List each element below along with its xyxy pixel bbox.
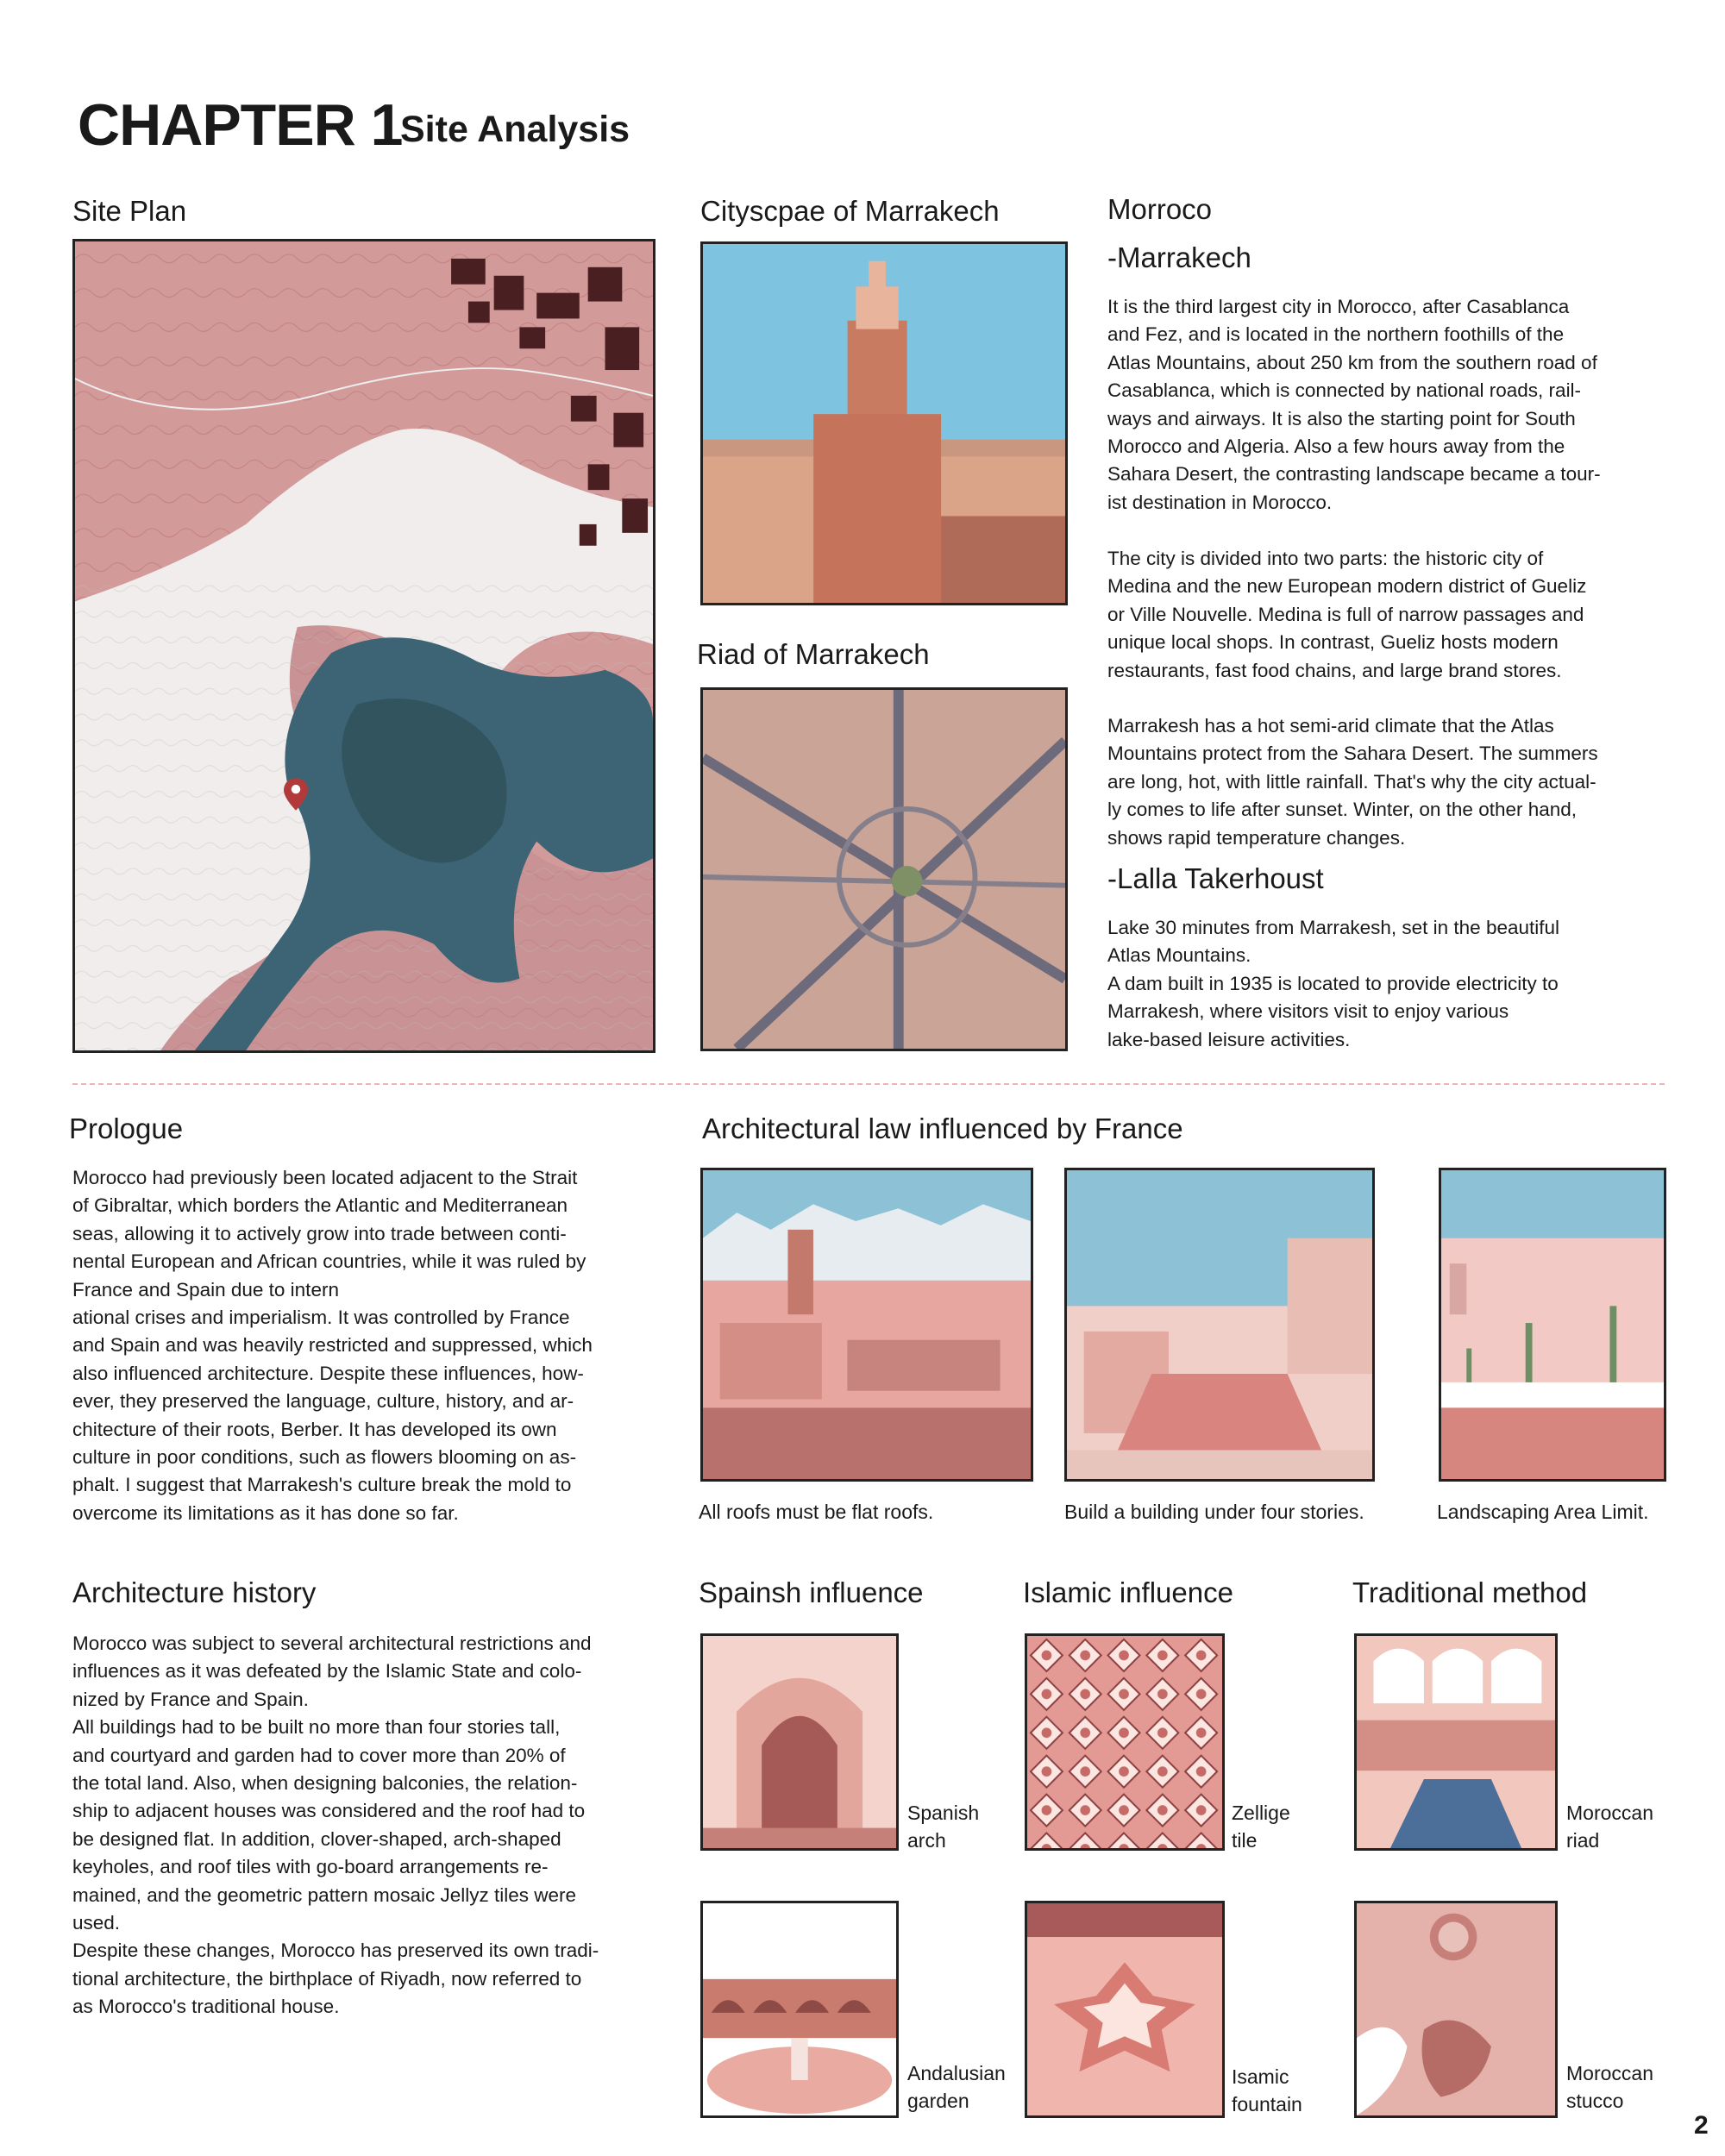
flat-roofs-caption: All roofs must be flat roofs. bbox=[699, 1501, 934, 1523]
moroccan-stucco-illustration bbox=[1354, 1901, 1558, 2118]
spanish-arch-illustration bbox=[700, 1633, 899, 1851]
flat-roofs-illustration bbox=[700, 1168, 1033, 1482]
zellige-tile-illustration bbox=[1025, 1633, 1225, 1851]
moroccan-riad-caption: Moroccan riad bbox=[1566, 1802, 1653, 1852]
prologue-title: Prologue bbox=[69, 1112, 184, 1144]
section-divider bbox=[72, 1083, 1665, 1085]
moroccan-stucco-caption: Moroccan stucco bbox=[1566, 2062, 1653, 2112]
riad-title: Riad of Marrakech bbox=[697, 638, 930, 670]
lalla-paragraph: Lake 30 minutes from Marrakesh, set in the beautiful Atlas Mountains. A dam built in 1935 is located to provide electricity to Marrakesh, where visitors visit to enjoy various lake-based leisure activities. bbox=[1107, 917, 1560, 1050]
landscaping-caption: Landscaping Area Limit. bbox=[1437, 1501, 1649, 1523]
marrakech-paragraph-1: It is the third largest city in Morocco, after Casablanca and Fez, and is located in the northern foothills of the Atlas Mountains, about 250 km from the southern road of Casablanca, which is connected by national roads, rail- ways and airways. It is also the starting point for South Morocco and Algeria. Also a few hours away from the Sahara Desert, the contrasting landscape became a tour- ist destination in Morocco. bbox=[1107, 296, 1601, 513]
chapter-subtitle: Site Analysis bbox=[400, 109, 630, 150]
marrakech-paragraph-2: The city is divided into two parts: the historic city of Medina and the new European modern district of Gueliz or Ville Nouvelle. Medina is full of narrow passages and unique local shops. In contrast, Gueliz hosts modern restaurants, fast food chains, and large brand stores. bbox=[1107, 548, 1587, 681]
islamic-influence-title: Islamic influence bbox=[1023, 1576, 1233, 1608]
location-pin-icon bbox=[284, 778, 308, 811]
page-number: 2 bbox=[1694, 2111, 1709, 2140]
marrakech-paragraph-3: Marrakesh has a hot semi-arid climate that the Atlas Mountains protect from the Sahara Desert. The summers are long, hot, with little rainfall. That's why the city actual- ly comes to life after sunset. Winter, on the other hand, shows rapid temperature changes. bbox=[1107, 715, 1598, 849]
zellige-tile-caption: Zellige tile bbox=[1232, 1802, 1290, 1852]
andalusian-garden-caption: Andalusian garden bbox=[907, 2062, 1006, 2112]
spanish-arch-caption: Spanish arch bbox=[907, 1802, 980, 1852]
islamic-fountain-illustration bbox=[1025, 1901, 1225, 2118]
site-plan-map bbox=[72, 239, 656, 1053]
landscaping-illustration bbox=[1439, 1168, 1666, 1482]
prologue-text: Morocco had previously been located adjacent to the Strait of Gibraltar, which borders the Atlantic and Mediterranean seas, allowing it to actively grow into trade between conti- nental European and African countries, while it was ruled by France and Spain due to intern ational crises and imperialism. It was controlled by France and Spain and was heavily restricted and suppressed, which also influenced architecture. Despite these influences, how- ever, they preserved the language, culture, history, and ar- chitecture of their roots, Berber. It has developed its own culture in poor conditions, such as flowers blooming on as- phalt. I suggest that Marrakesh's culture break the mold to overcome its limitations as it has done so far. bbox=[72, 1167, 593, 1524]
site-plan-title: Site Plan bbox=[72, 195, 187, 227]
cityscape-photo bbox=[700, 241, 1068, 605]
andalusian-garden-illustration bbox=[700, 1901, 899, 2118]
morocco-title: Morroco bbox=[1107, 193, 1213, 225]
cityscape-title: Cityscpae of Marrakech bbox=[700, 195, 1000, 227]
four-stories-caption: Build a building under four stories. bbox=[1064, 1501, 1364, 1523]
marrakech-heading: -Marrakech bbox=[1107, 241, 1251, 273]
islamic-fountain-caption: Isamic fountain bbox=[1232, 2065, 1302, 2115]
spanish-influence-title: Spainsh influence bbox=[699, 1576, 924, 1608]
chapter-title: CHAPTER 1 bbox=[78, 92, 403, 158]
history-title: Architecture history bbox=[72, 1576, 317, 1608]
lalla-heading: -Lalla Takerhoust bbox=[1107, 862, 1324, 894]
traditional-method-title: Traditional method bbox=[1352, 1576, 1588, 1608]
riad-aerial-photo bbox=[700, 687, 1068, 1051]
moroccan-riad-illustration bbox=[1354, 1633, 1558, 1851]
history-text: Morocco was subject to several architectural restrictions and influences as it was defeated by the Islamic State and colo- nized by France and Spain. All buildings had to be built no more than four stories tall, and courtyard and garden had to cover more than 20% of the total land. Also, when designing balconies, the relation- ship to adjacent houses was considered and the roof had to be designed flat. In addition, clover-shaped, arch-shaped keyholes, and roof tiles with go-board arrangements re- mained, and the geometric pattern mosaic Jellyz tiles were used. Despite these changes, Morocco has preserved its own tradi- tional architecture, the birthplace of Riyadh, now referred to as Morocco's traditional house. bbox=[72, 1633, 599, 2018]
law-title: Architectural law influenced by France bbox=[702, 1112, 1183, 1144]
four-stories-illustration bbox=[1064, 1168, 1375, 1482]
